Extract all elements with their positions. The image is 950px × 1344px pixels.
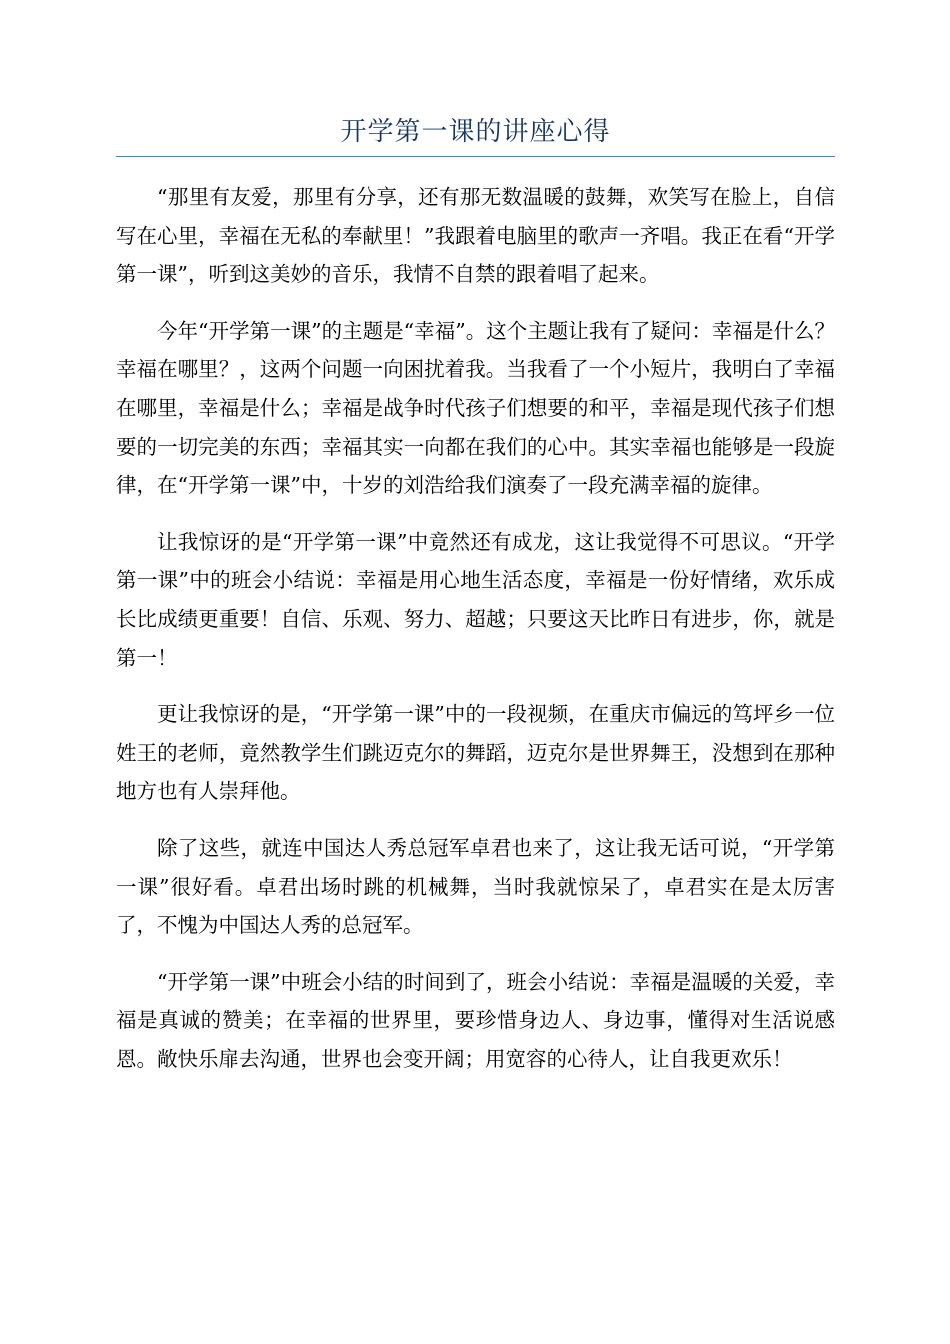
- title-block: [116, 112, 835, 157]
- paragraph-3: 让我惊讶的是“开学第一课”中竟然还有成龙，这让我觉得不可思议。“开学第一课”中的班会小结说：幸福是用心地生活态度，幸福是一份好情绪，欢乐成长比成绩更重要！自信、乐观、努力、超越；只要这天比昨日有进步，你，就是第一！: [116, 529, 835, 670]
- paragraph-5: 除了这些，就连中国达人秀总冠军卓君也来了，这让我无话可说，“开学第一课”很好看。卓君出场时跳的机械舞，当时我就惊呆了，卓君实在是太厉害了，不愧为中国达人秀的总冠军。: [116, 835, 835, 938]
- document-body: [116, 178, 835, 1096]
- paragraph-1: “那里有友爱，那里有分享，还有那无数温暖的鼓舞，欢笑写在脸上，自信写在心里，幸福在无私的奉献里！”我跟着电脑里的歌声一齐唱。我正在看“开学第一课”，听到这美妙的音乐，我情不自禁的跟着唱了起来。: [116, 185, 835, 287]
- document-title: 开学第一课的讲座心得: [340, 117, 611, 147]
- paragraph-6: “开学第一课”中班会小结的时间到了，班会小结说：幸福是温暖的关爱，幸福是真诚的赞美；在幸福的世界里，要珍惜身边人、身边事，懂得对生活说感恩。敞快乐扉去沟通，世界也会变开阔；用宽容的心待人，让自我更欢乐！: [116, 969, 835, 1071]
- paragraph-4: 更让我惊讶的是，“开学第一课”中的一段视频，在重庆市偏远的笃坪乡一位姓王的老师，竟然教学生们跳迈克尔的舞蹈，迈克尔是世界舞王，没想到在那种地方也有人崇拜他。: [116, 702, 835, 804]
- paragraph-2: 今年“开学第一课”的主题是“幸福”。这个主题让我有了疑问：幸福是什么？幸福在哪里？，这两个问题一向困扰着我。当我看了一个小短片，我明白了幸福在哪里，幸福是什么；幸福是战争时代孩子们想要的和平，幸福是现代孩子们想要的一切完美的东西；幸福其实一向都在我们的心中。其实幸福也能够是一段旋律，在“开学第一课”中，十岁的刘浩给我们演奏了一段充满幸福的旋律。: [116, 318, 835, 498]
